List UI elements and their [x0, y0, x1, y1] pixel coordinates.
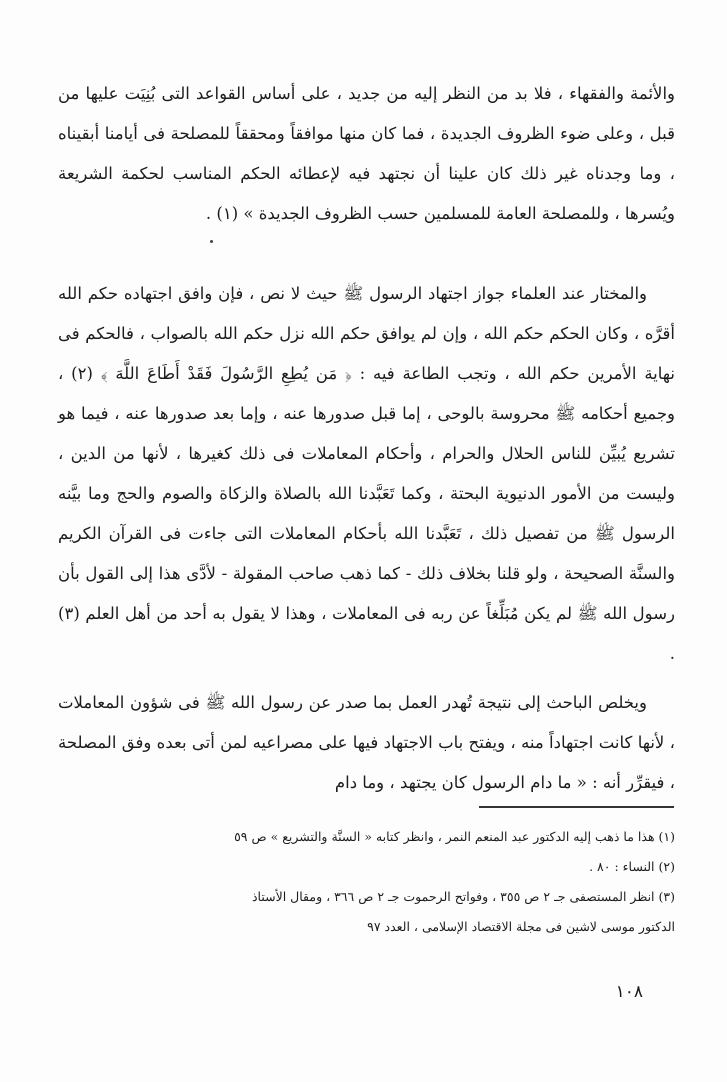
paragraph-1: والأئمة والفقهاء ، فلا بد من النظر إليه من جديد ، على أساس القواعد التى بُنِيَت عليها من قبل ، وعلى ضوء الظروف الجديدة ، فما كان منها موافقاً ومحققاً للمصلحة فى أيامنا أبقيناه ، وما وجدناه غير ذلك كان علينا أن نجتهد فيه لإعطائه الحكم المناسب لحكمة الشريعة ويُسرها ، وللمصلحة العامة للمسلمين حسب الظروف الجديدة » (١) .	[58, 84, 675, 223]
footnote-1: (١) هذا ما ذهب إليه الدكتور عبد المنعم النمر ، وانظر كتابه « السنَّة والتشريع » ص ٥٩	[234, 829, 675, 844]
footnote-2: (٢) النساء : ٨٠ .	[589, 859, 675, 874]
paragraph-2: والمختار عند العلماء جواز اجتهاد الرسول ﷺ حيث لا نص ، فإن وافق اجتهاده حكم الله أقرَّه ، وكان الحكم حكم الله ، وإن لم يوافق حكم الله نزل حكم الله بالصواب ، فالحكم فى نهاية الأمرين حكم الله ، وتجب الطاعة فيه : ﴿ مَن يُطِعِ الرَّسُولَ فَقَدْ أَطَاعَ اللَّهَ ﴾ (٢) ، وجميع أحكامه ﷺ محروسة بالوحى ، إما قبل صدورها عنه ، وإما بعد صدورها عنه ، فيما هو تشريع يُبيِّن للناس الحلال والحرام ، وأحكام المعاملات فى ذلك كغيرها ، لأنها من الدين ، وليست من الأمور الدنيوية البحتة ، وكما تَعَبَّدنا الله بالصلاة والزكاة والصوم والحج وما بيَّنه الرسول ﷺ من تفصيل ذلك ، تَعَبَّدنا الله بأحكام المعاملات التى جاءت فى القرآن الكريم والسنَّة الصحيحة ، ولو قلنا بخلاف ذلك - كما ذهب صاحب المقولة - لأدَّى هذا إلى القول بأن رسول الله ﷺ لم يكن مُبَلِّغاً عن ربه فى المعاملات ، وهذا لا يقول به أحد من أهل العلم (٣) .	[58, 284, 675, 663]
paragraph-3-container	[58, 683, 675, 803]
footnote-3-continued: الدكتور موسى لاشين فى مجلة الاقتصاد الإسلامى ، العدد ٩٧	[367, 919, 675, 934]
paragraph-2-container	[58, 274, 675, 674]
paragraph-3: ويخلص الباحث إلى نتيجة تُهدر العمل بما صدر عن رسول الله ﷺ فى شؤون المعاملات ، لأنها كانت اجتهاداً منه ، ويفتح باب الاجتهاد فيها على مصراعيه لمن أتى بعده وفق المصلحة ، فيقرِّر أنه : « ما دام الرسول كان يجتهد ، وما دام	[58, 693, 675, 792]
page-number: ١٠٨	[615, 982, 643, 1002]
scan-speck	[210, 240, 213, 243]
paragraph-1-container	[58, 74, 675, 234]
footnotes-section	[58, 822, 675, 942]
footnote-3: (٣) انظر المستصفى جـ ٢ ص ٣٥٥ ، وفواتح الرحموت جـ ٢ ص ٣٦٦ ، ومقال الأستاذ	[251, 889, 675, 904]
footnote-divider	[479, 806, 674, 808]
